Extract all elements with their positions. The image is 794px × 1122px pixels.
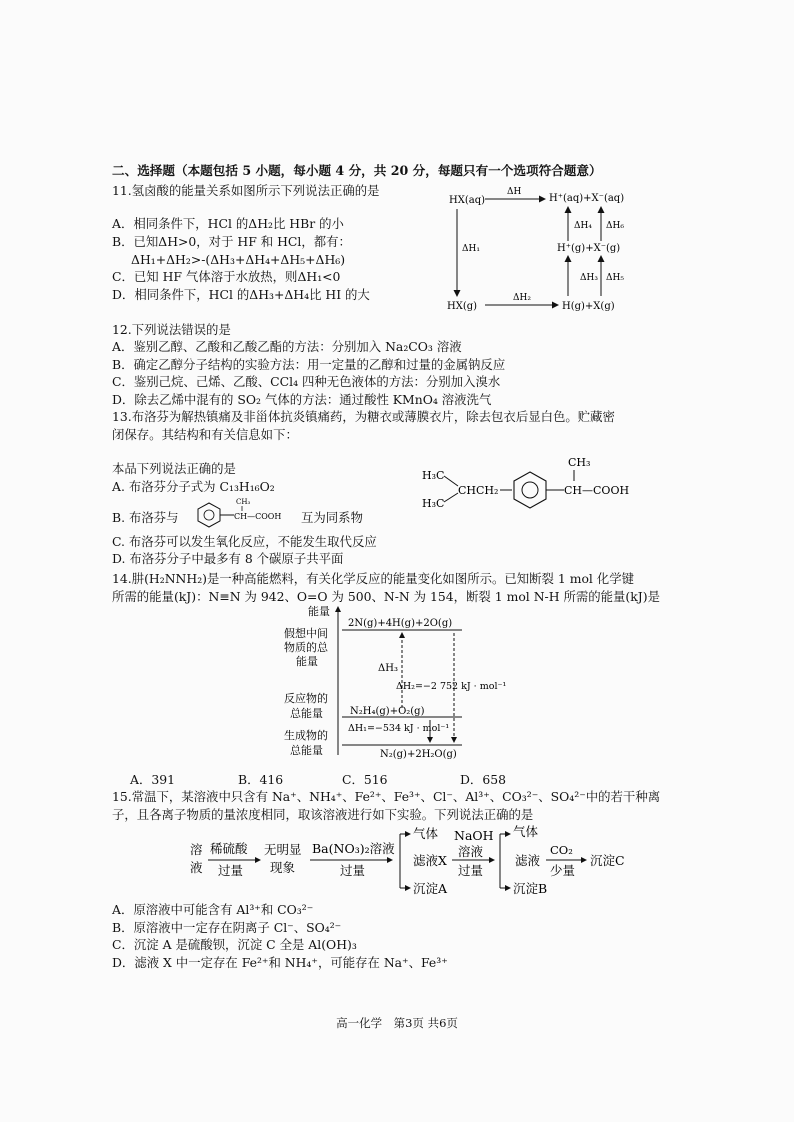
q15-precip-a: 沉淀A <box>413 881 448 896</box>
q11-label-dh1: ΔH₁ <box>462 244 480 254</box>
q14-stem-line2: 所需的能量(kJ)：N≡N 为 942、O=O 为 500、N-N 为 154，断裂 1 mol N-H 所需的能量(kJ)是 <box>112 589 660 604</box>
q14-label-bot-1: 生成物的 <box>284 729 328 742</box>
q11-option-c: C．已知 HF 气体溶于水放热，则ΔH₁<0 <box>112 269 341 284</box>
q15-naoh-mid: 溶液 <box>458 844 484 859</box>
q15-option-a: A．原溶液中可能含有 Al³⁺和 CO₃²⁻ <box>112 902 314 917</box>
q15-filtrate-x: 滤液X <box>413 853 447 868</box>
q15-no-change-top: 无明显 <box>264 842 302 857</box>
q14-label-mid-2: 总能量 <box>290 707 323 720</box>
q13-stem-line2: 闭保存。其结构和有关信息如下： <box>112 427 298 442</box>
q11-label-dh6: ΔH₆ <box>606 221 624 231</box>
q15-solution-top: 溶 <box>190 842 203 857</box>
q14-mid-species: N₂H₄(g)+O₂(g) <box>350 706 425 717</box>
q11-label-dh2: ΔH₂ <box>513 293 531 303</box>
q14-label-top-2: 物质的总 <box>284 641 328 654</box>
q15-precip-b: 沉淀B <box>513 881 548 896</box>
q11-label-dh: ΔH <box>507 187 522 197</box>
q11-ions-aq: H⁺(aq)+X⁻(aq) <box>549 193 625 204</box>
q11-atoms-g: H(g)+X(g) <box>562 301 615 312</box>
q15-stem-line2: 子，且各离子物质的量浓度相同，取该溶液进行如下实验。下列说法正确的是 <box>112 807 534 822</box>
q13-ch-cooh: CH—COOH <box>564 484 630 497</box>
q13-option-d: D. 布洛芬分子中最多有 8 个碳原子共平面 <box>112 551 344 566</box>
q15-gas1: 气体 <box>413 826 439 841</box>
q13-option-c: C. 布洛芬可以发生氧化反应，不能发生取代反应 <box>112 534 377 549</box>
q15-option-d: D．滤液 X 中一定存在 Fe²⁺和 NH₄⁺，可能存在 Na⁺、Fe³⁺ <box>112 955 448 970</box>
q11-option-b: B．已知ΔH>0，对于 HF 和 HCl，都有： <box>112 234 351 249</box>
q12-stem: 12.下列说法错误的是 <box>112 322 231 337</box>
q15-option-b: B．原溶液中一定存在阴离子 Cl⁻、SO₄²⁻ <box>112 920 342 935</box>
q13-ch3: CH₃ <box>568 456 591 469</box>
q15-gas2: 气体 <box>513 824 539 839</box>
q13-h3c-bottom: H₃C <box>422 497 445 510</box>
q15-flow-diagram <box>188 820 658 900</box>
q12-option-d: D．除去乙烯中混有的 SO₂ 气体的方法：通过酸性 KMnO₄ 溶液洗气 <box>112 392 492 407</box>
q14-option-a: A．391 <box>130 772 175 787</box>
q13-option-b-post: 互为同系物 <box>301 510 363 525</box>
q13-stem-line1: 13.布洛芬为解热镇痛及非甾体抗炎镇痛药，为糖衣或薄膜衣片，除去包衣后显白色。贮藏密 <box>112 409 615 424</box>
q14-label-dh1: ΔH₁=−534 kJ · mol⁻¹ <box>348 723 450 734</box>
q13-option-b-structure <box>196 495 300 529</box>
q15-acid: 稀硫酸 <box>210 841 248 856</box>
q15-solution-bot: 液 <box>190 860 203 875</box>
q14-bot-species: N₂(g)+2H₂O(g) <box>380 749 457 760</box>
q13-option-a: A. 布洛芬分子式为 C₁₃H₁₆O₂ <box>112 479 275 494</box>
q13-prompt: 本品下列说法正确的是 <box>112 461 236 476</box>
q14-label-dh3: ΔH₃ <box>378 663 398 674</box>
q13-h3c-top: H₃C <box>422 469 445 482</box>
q14-label-top-1: 假想中间 <box>284 627 328 640</box>
section-header: 二、选择题（本题包括 5 小题，每小题 4 分，共 20 分，每题只有一个选项符合题意） <box>112 163 602 178</box>
q12-option-b: B．确定乙醇分子结构的实验方法：用一定量的乙醇和过量的金属钠反应 <box>112 357 506 372</box>
q11-hx-g: HX(g) <box>447 301 478 312</box>
q11-label-dh5: ΔH₅ <box>606 273 624 283</box>
q14-option-b: B．416 <box>238 772 284 787</box>
q15-little: 少量 <box>550 863 576 878</box>
q11-option-a: A．相同条件下，HCl 的ΔH₂比 HBr 的小 <box>112 216 344 231</box>
q13-ibuprofen-structure <box>418 450 648 522</box>
q13-chch2: CHCH₂ <box>458 484 499 497</box>
q15-stem-line1: 15.常温下，某溶液中只含有 Na⁺、NH₄⁺、Fe²⁺、Fe³⁺、Cl⁻、Al³⁺、CO₃²⁻、SO₄²⁻中的若干种离 <box>112 789 661 804</box>
q13-option-b-ch3: CH₃ <box>236 498 251 506</box>
q11-energy-cycle-diagram <box>440 184 650 314</box>
q15-excess2: 过量 <box>340 863 366 878</box>
q12-option-c: C．鉴别己烷、己烯、乙酸、CCl₄ 四种无色液体的方法：分别加入溴水 <box>112 374 501 389</box>
q14-energy-axis-label: 能量 <box>308 605 330 618</box>
q11-ions-g: H⁺(g)+X⁻(g) <box>557 243 621 254</box>
q14-option-c: C．516 <box>342 772 388 787</box>
q11-label-dh3: ΔH₃ <box>580 273 598 283</box>
q15-filtrate: 滤液 <box>515 853 541 868</box>
q14-energy-diagram <box>270 603 507 765</box>
q14-label-dh2: ΔH₂=−2 752 kJ · mol⁻¹ <box>396 681 507 692</box>
q15-co2: CO₂ <box>550 843 573 857</box>
q11-option-b-formula: ΔH₁+ΔH₂>-(ΔH₃+ΔH₄+ΔH₅+ΔH₆) <box>131 252 346 267</box>
q14-stem-line1: 14.肼(H₂NNH₂)是一种高能燃料，有关化学反应的能量变化如图所示。已知断裂 1 mol 化学键 <box>112 571 634 586</box>
q14-label-top-3: 能量 <box>296 655 318 668</box>
q14-label-mid-1: 反应物的 <box>284 692 328 705</box>
q14-option-d: D．658 <box>460 772 506 787</box>
q15-option-c: C．沉淀 A 是硫酸钡，沉淀 C 全是 Al(OH)₃ <box>112 937 357 952</box>
q14-label-bot-2: 总能量 <box>290 744 323 757</box>
q15-no-change-bot: 现象 <box>270 860 296 875</box>
q11-option-d: D．相同条件下，HCl 的ΔH₃+ΔH₄比 HI 的大 <box>112 287 370 302</box>
q14-top-species: 2N(g)+4H(g)+2O(g) <box>348 618 453 629</box>
q15-precip-c: 沉淀C <box>590 853 625 868</box>
q15-naoh-top: NaOH <box>454 828 494 843</box>
q15-reagent2: Ba(NO₃)₂溶液 <box>312 841 395 856</box>
q11-stem: 11.氢卤酸的能量关系如图所示下列说法正确的是 <box>112 183 380 198</box>
page-footer: 高一化学 第3页 共6页 <box>336 1016 458 1030</box>
q11-label-dh4: ΔH₄ <box>574 221 592 231</box>
q11-hx-aq: HX(aq) <box>449 195 486 206</box>
q13-option-b-pre: B. 布洛芬与 <box>112 510 179 525</box>
q12-option-a: A．鉴别乙醇、乙酸和乙酸乙酯的方法：分别加入 Na₂CO₃ 溶液 <box>112 339 462 354</box>
q15-naoh-bot: 过量 <box>458 863 484 878</box>
q15-excess1: 过量 <box>218 863 244 878</box>
q13-option-b-ch-cooh: CH—COOH <box>234 512 282 521</box>
